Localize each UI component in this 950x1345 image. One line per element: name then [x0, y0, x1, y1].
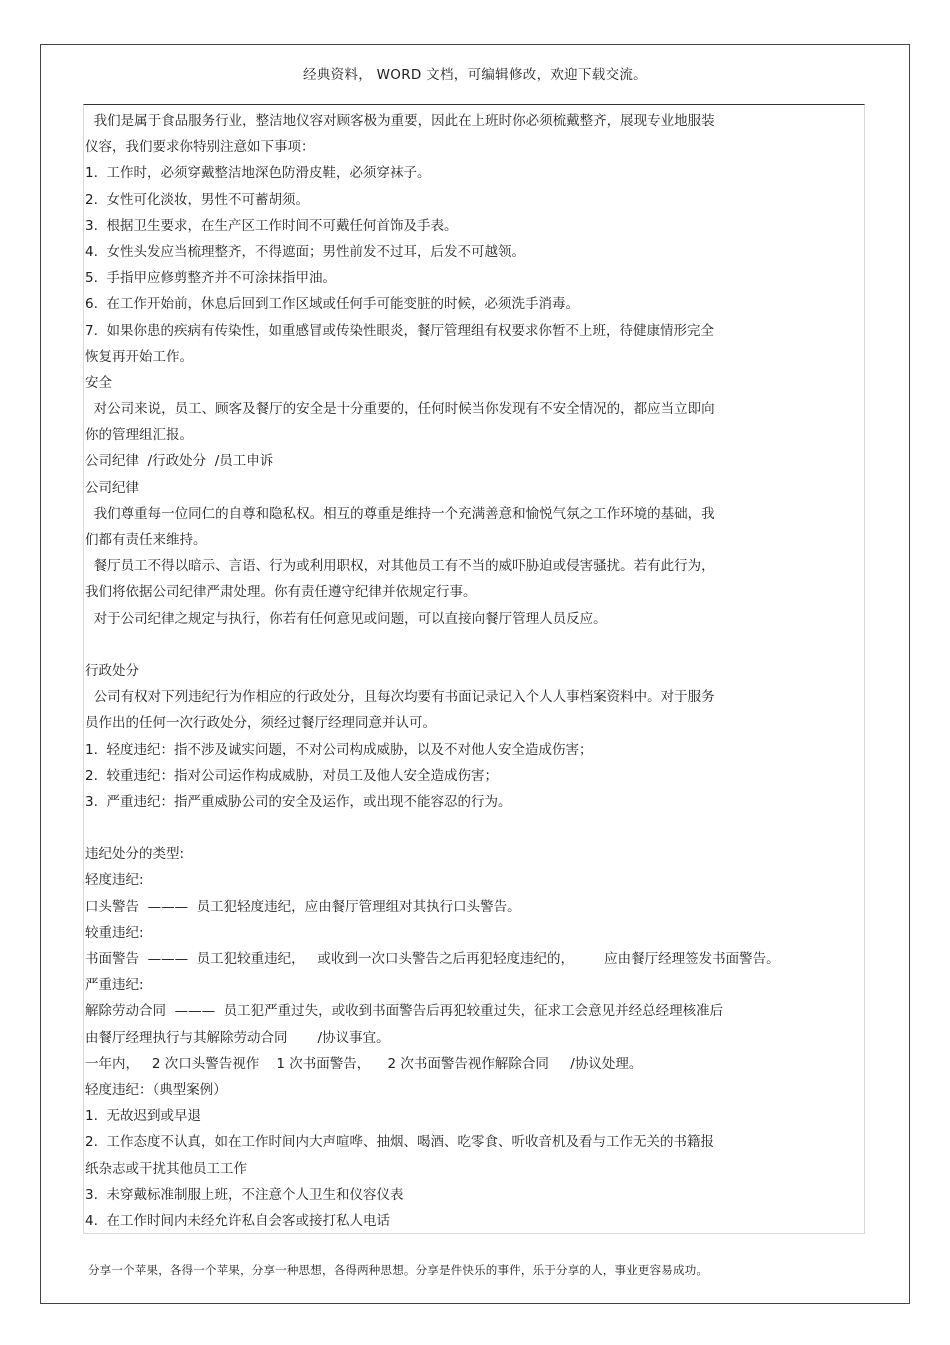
page-header: 经典资料， WORD 文档，可编辑修改，欢迎下载交流。: [303, 67, 647, 83]
text-line: 3. 严重违纪：指严重威胁公司的安全及运作，或出现不能容忍的行为。: [85, 793, 512, 810]
text-line: 6. 在工作开始前，休息后回到工作区域或任何手可能变脏的时候，必须洗手消毒。: [85, 296, 579, 313]
text-line: 5. 手指甲应修剪整齐并不可涂抹指甲油。: [85, 270, 336, 287]
text-line: 餐厅员工不得以暗示、言语、行为或利用职权，对其他员工有不当的威吓胁迫或侵害骚扰。若有此行为，: [85, 558, 715, 575]
text-line: 我们将依据公司纪律严肃处理。你有责任遵守纪律并依规定行事。: [85, 584, 477, 601]
text-line: 由餐厅经理执行与其解除劳动合同 /协议事宜。: [85, 1029, 390, 1046]
text-line: 2. 较重违纪：指对公司运作构成威胁，对员工及他人安全造成伤害；: [85, 767, 498, 784]
text-line: 公司纪律: [85, 479, 139, 496]
text-line: 我们尊重每一位同仁的自尊和隐私权。相互的尊重是维持一个充满善意和愉悦气氛之工作环境的基础，我: [85, 505, 715, 522]
text-line: 行政处分: [85, 662, 139, 679]
blank-line: [85, 632, 865, 658]
text-line: 们都有责任来维持。: [85, 532, 207, 548]
text-line: 2. 工作态度不认真，如在工作时间内大声喧哗、抽烟、喝酒、吃零食、听收音机及看与工作无关的书籍报: [85, 1134, 714, 1151]
text-line: 我们是属于食品服务行业，整洁地仪容对顾客极为重要，因此在上班时你必须梳戴整齐，展现专业地服装: [85, 113, 715, 129]
text-line: 2. 女性可化淡妆，男性不可蓄胡须。: [85, 191, 309, 208]
text-line: 1. 工作时，必须穿戴整洁地深色防滑皮鞋，必须穿袜子。: [85, 165, 431, 182]
document-body: [85, 108, 865, 1234]
text-line: 恢复再开始工作。: [85, 348, 193, 365]
text-line: 3. 根据卫生要求，在生产区工作时间不可戴任何首饰及手表。: [85, 217, 458, 234]
text-line: 书面警告 ——— 员工犯较重违纪， 或收到一次口头警告之后再犯轻度违纪的， 应由餐厅经理签发书面警告。: [85, 951, 780, 967]
text-line: 你的管理组汇报。: [85, 427, 193, 444]
text-line: 安全: [85, 374, 112, 391]
text-line: 较重违纪:: [85, 924, 144, 941]
text-line: 违纪处分的类型:: [85, 846, 185, 863]
text-line: 公司有权对下列违纪行为作相应的行政处分，且每次均要有书面记录记入个人人事档案资料中。对于服务: [85, 689, 715, 706]
page-footer: 分享一个苹果，各得一个苹果，分享一种思想，各得两种思想。分享是件快乐的事件，乐于分享的人，事业更容易成功。: [88, 1263, 709, 1277]
text-line: 1. 无故迟到或早退: [85, 1108, 201, 1125]
text-line: 对于公司纪律之规定与执行，你若有任何意见或问题，可以直接向餐厅管理人员反应。: [85, 610, 607, 627]
text-line: 3. 未穿戴标准制服上班，不注意个人卫生和仪容仪表: [85, 1186, 404, 1203]
text-line: 一年内， 2 次口头警告视作 1 次书面警告， 2 次书面警告视作解除合同 /协议处理。: [85, 1055, 643, 1072]
text-line: 轻度违纪：（典型案例）: [85, 1081, 227, 1098]
text-line: 严重违纪:: [85, 977, 144, 994]
text-line: 对公司来说，员工、顾客及餐厅的安全是十分重要的，任何时候当你发现有不安全情况的，都应当立即向: [85, 401, 715, 418]
text-line: 解除劳动合同 ——— 员工犯严重过失，或收到书面警告后再犯较重过失，征求工会意见并经总经理核准后: [85, 1003, 724, 1020]
text-line: 轻度违纪:: [85, 872, 144, 889]
text-line: 公司纪律 /行政处分 /员工申诉: [85, 453, 274, 470]
text-line: 4. 女性头发应当梳理整齐，不得遮面；男性前发不过耳，后发不可越领。: [85, 243, 525, 260]
text-line: 纸杂志或干扰其他员工工作: [85, 1160, 247, 1177]
text-line: 7. 如果你患的疾病有传染性，如重感冒或传染性眼炎，餐厅管理组有权要求你暂不上班，待健康情形完全: [85, 322, 714, 339]
text-line: 4. 在工作时间内未经允许私自会客或接打私人电话: [85, 1212, 390, 1229]
text-line: 仪容，我们要求你特别注意如下事项：: [85, 139, 315, 156]
text-line: 1. 轻度违纪：指不涉及诚实问题，不对公司构成威胁，以及不对他人安全造成伤害；: [85, 741, 593, 758]
text-line: 口头警告 ——— 员工犯轻度违纪，应由餐厅管理组对其执行口头警告。: [85, 898, 521, 915]
text-line: 员作出的任何一次行政处分，须经过餐厅经理同意并认可。: [85, 715, 436, 732]
blank-line: [85, 815, 865, 841]
